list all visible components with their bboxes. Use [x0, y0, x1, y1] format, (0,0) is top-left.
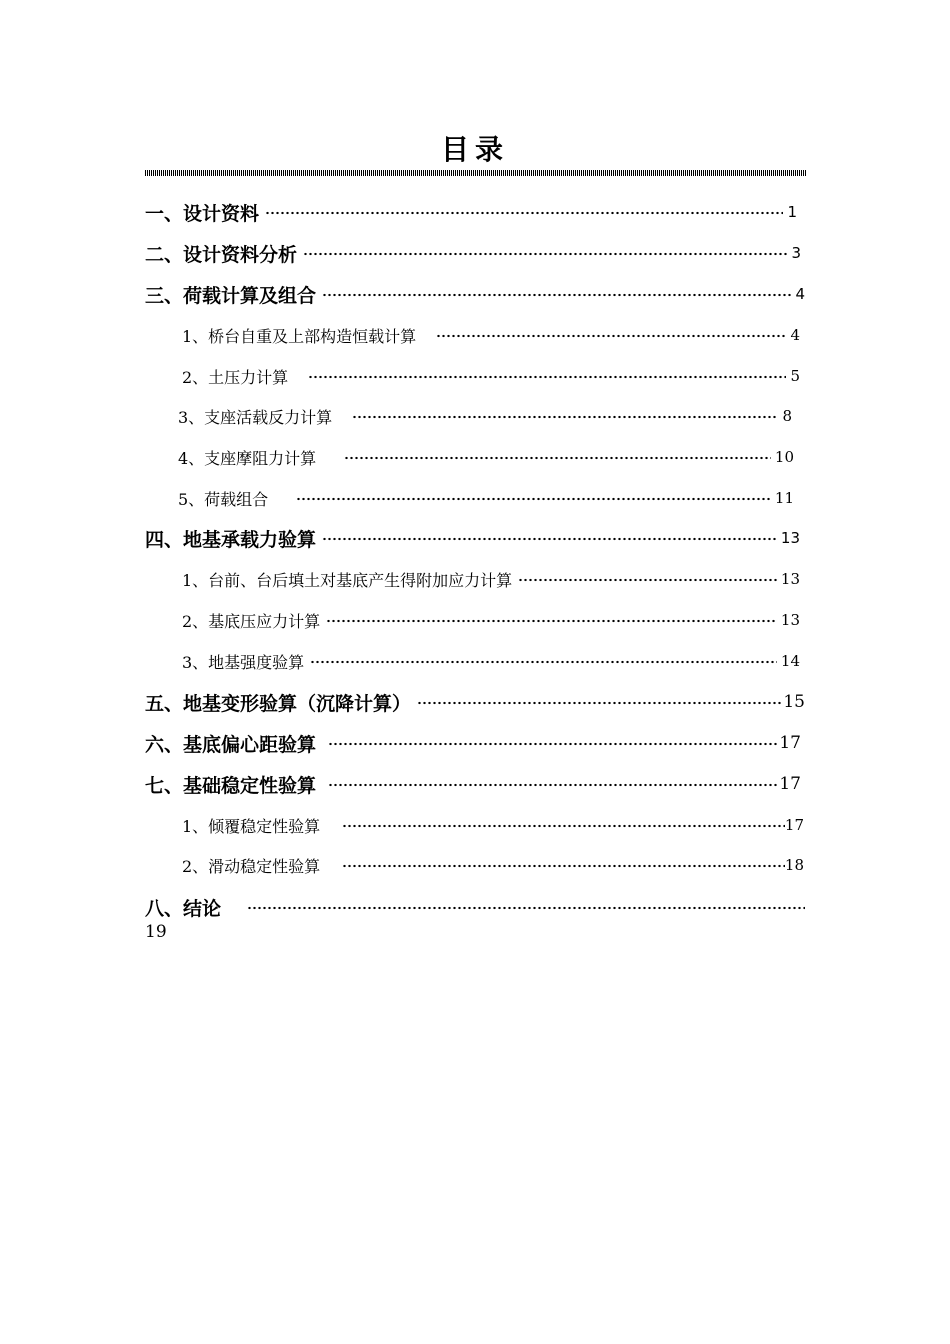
- toc-entry-label: 1、倾覆稳定性验算: [182, 816, 321, 836]
- toc-entry[interactable]: [182, 608, 800, 632]
- toc-entry-page: 4: [790, 326, 800, 344]
- toc-entry-label: 四、地基承载力验算: [145, 528, 317, 551]
- toc-entry[interactable]: [145, 282, 805, 306]
- dot-leader: [326, 618, 777, 624]
- toc-entry-label: 三、荷载计算及组合: [145, 284, 317, 307]
- toc-entry-label: 2、基底压应力计算: [182, 611, 321, 631]
- toc-entry-page: 18: [784, 856, 804, 874]
- toc-entry-page: 17: [784, 816, 804, 834]
- dot-leader: [342, 863, 785, 869]
- toc-entry[interactable]: [145, 241, 801, 265]
- dot-leader: [322, 536, 777, 542]
- toc-entry[interactable]: [182, 364, 800, 388]
- toc-entry-label: 5、荷载组合: [178, 489, 269, 509]
- toc-entry-page: 10: [774, 448, 794, 466]
- toc-entry-label: 4、支座摩阻力计算: [178, 448, 317, 468]
- toc-entry-label: 3、地基强度验算: [182, 652, 305, 672]
- toc-entry-label: 1、桥台自重及上部构造恒载计算: [182, 326, 417, 346]
- toc-entry-page: 4: [795, 285, 805, 303]
- dot-leader: [303, 251, 787, 257]
- dot-leader: [296, 496, 771, 502]
- toc-entry-label: 一、设计资料: [145, 202, 260, 225]
- toc-entry-label: 2、土压力计算: [182, 367, 289, 387]
- title-divider: [145, 170, 806, 176]
- toc-entry[interactable]: [182, 853, 804, 877]
- dot-leader: [436, 333, 786, 339]
- dot-leader: [328, 741, 779, 747]
- toc-entry-page: 17: [779, 733, 801, 753]
- dot-leader: [328, 782, 779, 788]
- toc-entry-page: 1: [787, 203, 797, 221]
- toc-entry-page: 13: [780, 611, 800, 629]
- toc-entry[interactable]: [178, 404, 792, 428]
- toc-entry[interactable]: [182, 649, 800, 673]
- toc-entry[interactable]: [145, 731, 801, 755]
- toc-entry-label: 二、设计资料分析: [145, 243, 298, 266]
- toc-entry-page: 15: [783, 692, 805, 712]
- toc-entry[interactable]: [145, 772, 801, 796]
- toc-entry-page: 5: [790, 367, 800, 385]
- toc-entry-label: 八、结论: [145, 897, 222, 920]
- toc-entry[interactable]: [178, 486, 794, 510]
- dot-leader: [342, 823, 785, 829]
- toc-entry-page: 19: [145, 922, 167, 942]
- dot-leader: [322, 292, 791, 298]
- toc-entry[interactable]: [145, 526, 800, 550]
- dot-leader: [310, 659, 777, 665]
- toc-entry[interactable]: [145, 200, 797, 224]
- toc-entry[interactable]: [182, 323, 800, 347]
- page-title: 目录: [440, 133, 509, 166]
- toc-entry-page: 13: [780, 570, 800, 588]
- toc-entry-label: 1、台前、台后填土对基底产生得附加应力计算: [182, 570, 513, 590]
- toc-entry-page: 14: [780, 652, 800, 670]
- dot-leader: [352, 414, 778, 420]
- toc-entry[interactable]: [145, 690, 805, 714]
- toc-entry-label: 六、基底偏心距验算: [145, 733, 317, 756]
- dot-leader: [247, 905, 805, 911]
- dot-leader: [518, 577, 777, 583]
- toc-entry-page: 8: [782, 407, 792, 425]
- dot-leader: [417, 700, 783, 706]
- toc-entry[interactable]: [182, 813, 804, 837]
- dot-leader: [344, 455, 771, 461]
- toc-entry-page: 3: [791, 244, 801, 262]
- toc-entry-label: 3、支座活载反力计算: [178, 407, 333, 427]
- toc-entry-label: 五、地基变形验算（沉降计算）: [145, 692, 412, 715]
- toc-entry-label: 2、滑动稳定性验算: [182, 856, 321, 876]
- toc-entry[interactable]: [178, 445, 794, 469]
- dot-leader: [265, 210, 783, 216]
- toc-entry-page: 17: [779, 774, 801, 794]
- dot-leader: [308, 374, 786, 380]
- toc-entry[interactable]: [182, 567, 800, 591]
- toc-entry-label: 七、基础稳定性验算: [145, 774, 317, 797]
- toc-entry[interactable]: [145, 895, 805, 919]
- toc-entry-page: 11: [774, 489, 794, 507]
- toc-entry-page: 13: [780, 529, 800, 547]
